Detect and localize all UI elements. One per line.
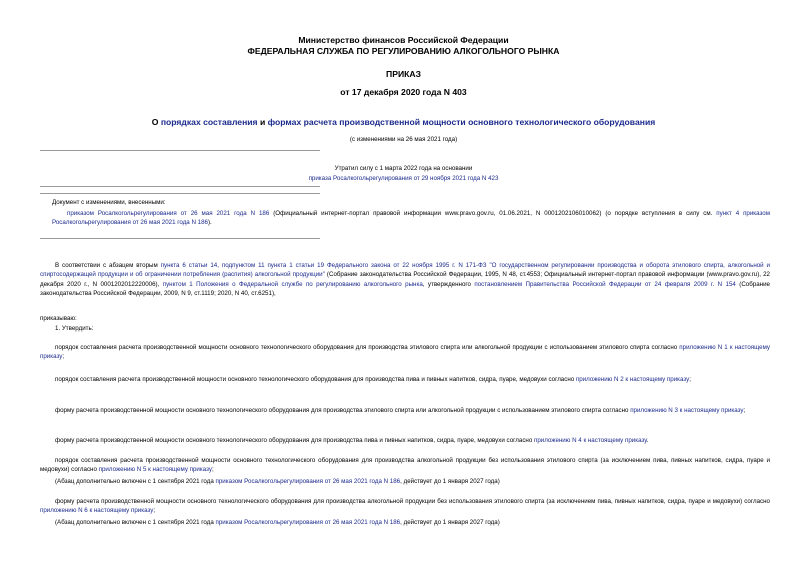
list-item: форму расчета производственной мощности основного технологического оборудования для производства этилового спирта или алкогольной продукции с использованием этилового спирта согласно приложению N 3 к настоящему приказу;: [55, 407, 746, 414]
preamble-link-regulation[interactable]: пунктом 1 Положения о Федеральной службе по регулированию алкогольного рынка: [162, 280, 423, 288]
preamble: В соответствии с абзацем вторым пункта 6 статьи 14, подпунктом 11 пункта 1 статьи 19 Федерального закона от 22 ноября 1995 г. N 171-ФЗ "О государственном регулировании производства и оборота этилового спирта, алкогольной и спиртосодержащей продукции и об ограничении потребления (распития) алкогольной продукции" (Собрание законодательства Российской Федерации, 1995, N 48, ст.4553; Официальный интернет-портал правовой информации (www.pravo.gov.ru), 22 декабря 2020 г., N 0001202012220006), пунктом 1 Положения о Федеральной службе по регулированию алкогольного рынка, утвержденного постановлением Правительства Российской Федерации от 24 февраля 2009 г. N 154 (Собрание законодательства Российской Федерации, 2009, N 9, ст.1119; 2020, N 40, ст.6251),: [40, 262, 770, 298]
divider: [40, 238, 320, 239]
doc-type: ПРИКАЗ: [386, 69, 421, 79]
added-note-link[interactable]: приказом Росалкогольрегулирования от 26 мая 2021 года N 186: [215, 478, 401, 485]
lost-force-line: Утратил силу с 1 марта 2022 года на основании: [334, 165, 473, 172]
doc-title: [0, 117, 807, 127]
changes-label: Документ с изменениями, внесенными:: [52, 199, 166, 206]
amendments-note: (с изменениями на 26 мая 2021 года): [349, 136, 458, 143]
list-item: порядок составления расчета производственной мощности основного технологического оборудования для производства пива и пивных напитков, сидра, пуаре, медовухи согласно приложению N 2 к настоящему приказу;: [55, 376, 691, 383]
divider: [40, 150, 320, 151]
changes-link-2[interactable]: пункт 4 приказом Росалкогольрегулирования от 26 мая 2021 года N 186: [52, 210, 770, 227]
list-item: форму расчета производственной мощности основного технологического оборудования для производства алкогольной продукции без использования этилового спирта (за исключением пива, пивных напитков, сидра, пуаре и медовухи) согласно приложению N 6 к настоящему приказу;: [40, 498, 770, 515]
order-word: приказываю:: [40, 315, 77, 322]
lost-force-link[interactable]: приказа Росалкогольрегулирования от 29 ноября 2021 года N 423: [308, 175, 499, 182]
title-and: и: [257, 117, 268, 127]
list-item: форму расчета производственной мощности основного технологического оборудования для производства пива и пивных напитков, сидра, пуаре, медовухи согласно приложению N 4 к настоящему приказу.: [55, 437, 649, 444]
title-prefix: О: [151, 117, 161, 127]
divider: [40, 193, 320, 194]
appendix-2-link[interactable]: приложению N 2 к настоящему приказу: [575, 376, 690, 383]
title-link-procedures[interactable]: порядках составления: [160, 117, 258, 127]
agency-name: ФЕДЕРАЛЬНАЯ СЛУЖБА ПО РЕГУЛИРОВАНИЮ АЛКОГОЛЬНОГО РЫНКА: [247, 46, 560, 56]
appendix-3-link[interactable]: приложению N 3 к настоящему приказу: [630, 407, 744, 414]
appendix-1-link[interactable]: приложению N 1 к настоящему приказу: [40, 344, 770, 361]
changes-link[interactable]: приказом Росалкогольрегулирования от 26 мая 2021 года N 186: [67, 210, 270, 217]
added-note: (Абзац дополнительно включен с 1 сентября 2021 года приказом Росалкогольрегулирования от 26 мая 2021 года N 186, действует до 1 января 2027 года): [55, 478, 500, 485]
added-note-link[interactable]: приказом Росалкогольрегулирования от 26 мая 2021 года N 186: [215, 519, 401, 526]
changes-text: приказом Росалкогольрегулирования от 26 мая 2021 года N 186 (Официальный интернет-портал правовой информации www.pravo.gov.ru, 01.06.2021, N 0001202106010062) (о порядке вступления в силу см. пункт 4 приказом Росалкогольрегулирования от 26 мая 2021 года N 186).: [52, 210, 770, 227]
ministry-name: Министерство финансов Российской Федерации: [298, 35, 509, 45]
title-link-forms[interactable]: формах расчета производственной мощности основного технологического оборудования: [267, 117, 656, 127]
preamble-link-law[interactable]: пункта 6 статьи 14, подпунктом 11 пункта 1 статьи 19 Федерального закона от 22 ноября 1995 г. N 171-ФЗ "О государственном регулировании производства и оборота этилового спирта, алкогольной и спиртосодержащей продукции и об ограничении потребления (распития) алкогольной продукции": [40, 262, 770, 279]
doc-date-number: от 17 декабря 2020 года N 403: [340, 87, 467, 97]
appendix-5-link[interactable]: приложению N 5 к настоящему приказу: [98, 466, 212, 474]
added-note: (Абзац дополнительно включен с 1 сентября 2021 года приказом Росалкогольрегулирования от 26 мая 2021 года N 186, действует до 1 января 2027 года): [55, 519, 500, 526]
appendix-4-link[interactable]: приложению N 4 к настоящему приказу: [534, 437, 647, 444]
divider: [40, 186, 320, 187]
list-item: порядок составления расчета производственной мощности основного технологического оборудования для производства этилового спирта или алкогольной продукции с использованием этилового спирта согласно приложению N 1 к настоящему приказу;: [40, 344, 770, 361]
list-item: порядок составления расчета производственной мощности основного технологического оборудования для производства алкогольной продукции без использования этилового спирта (за исключением пива, пивных напитков, сидра, пуаре и медовухи) согласно приложению N 5 к настоящему приказу;: [40, 457, 770, 474]
appendix-6-link[interactable]: приложению N 6 к настоящему приказу: [40, 507, 154, 515]
preamble-link-decree[interactable]: постановлением Правительства Российской Федерации от 24 февраля 2009 г. N 154: [474, 280, 736, 288]
approve-clause: 1. Утвердить:: [55, 325, 94, 332]
